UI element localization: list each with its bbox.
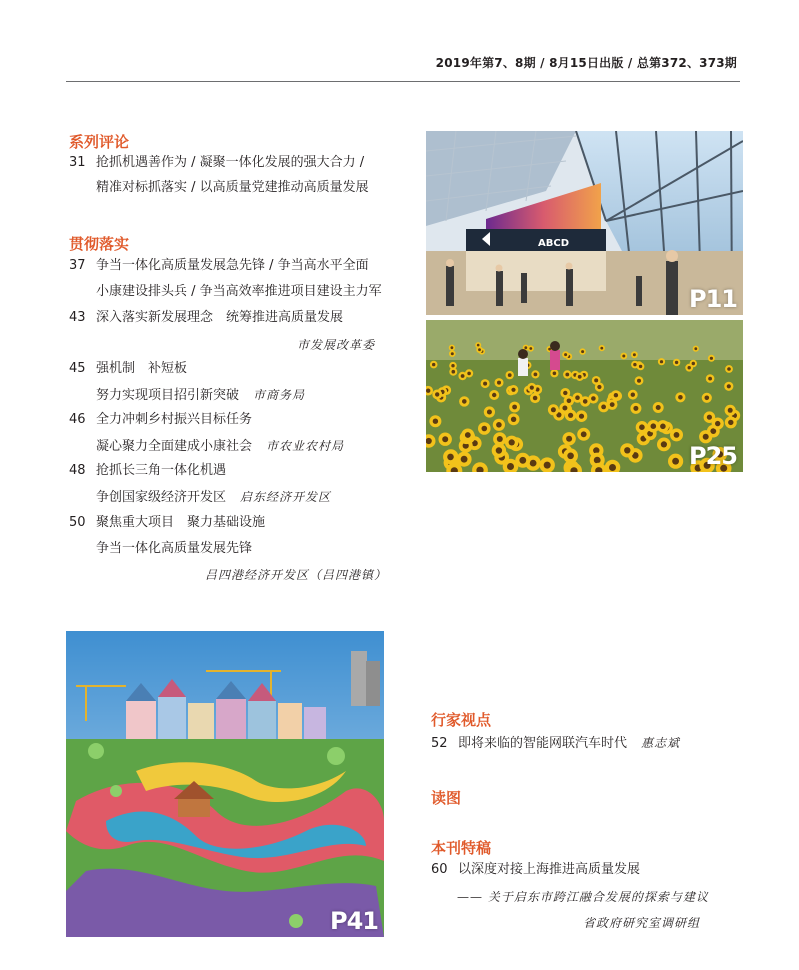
entry-title: 深入落实新发展理念 统筹推进高质量发展 — [96, 310, 344, 325]
sunflower-center — [656, 405, 661, 410]
page-number: 48 — [69, 463, 86, 478]
sunflower-center — [451, 346, 454, 349]
entry-author: 市发展改革委 — [297, 338, 376, 352]
sunflower-center — [600, 347, 603, 350]
sunflower-center — [707, 415, 712, 420]
park-photo[interactable] — [66, 631, 384, 937]
sunflower-center — [508, 373, 512, 377]
section-title-implement: 贯彻落实 — [69, 235, 130, 253]
sunflower-center — [465, 432, 471, 438]
sunflower-center — [496, 422, 502, 428]
sunflower-center — [581, 350, 584, 353]
toc-entry-48-line2 — [96, 489, 331, 506]
sunflower-center — [660, 424, 666, 430]
entry-title: 即将来临的智能网联汽车时代 — [458, 736, 628, 751]
sunflower-center — [633, 353, 636, 356]
sunflower-center — [534, 373, 538, 377]
sunflower-center — [482, 426, 488, 432]
section-title-expert: 行家视点 — [431, 711, 492, 729]
entry-title: 强机制 补短板 — [96, 361, 188, 376]
sunflower-center — [533, 396, 538, 401]
sunflower-photo[interactable] — [426, 320, 743, 472]
sunflower-center — [509, 439, 515, 445]
toc-entry-37[interactable] — [69, 258, 369, 274]
sunflower-center — [507, 463, 514, 470]
sunflower-center — [631, 393, 635, 397]
sunflower-center — [553, 372, 557, 376]
entry-author: 市农业农村局 — [266, 439, 345, 453]
sunflower-center — [564, 353, 567, 356]
entry-title: 以深度对接上海推进高质量发展 — [458, 862, 641, 877]
sunflower-center — [672, 458, 679, 465]
sunflower-center — [661, 441, 667, 447]
toc-entry-50-line2: 争当一体化高质量发展先锋 — [96, 541, 253, 556]
sunflower-center — [442, 436, 448, 442]
sunflower-center — [551, 407, 556, 412]
entry-title: 凝心聚力全面建成小康社会 — [96, 439, 253, 454]
sunflower-center — [562, 406, 567, 411]
sunflower-center — [512, 405, 517, 410]
sunflower-center — [461, 374, 465, 378]
entry-title: 全力冲刺乡村振兴目标任务 — [96, 412, 253, 427]
page-number: 37 — [69, 258, 86, 273]
entry-title: 争创国家级经济开发区 — [96, 490, 227, 505]
sunflower-center — [727, 367, 731, 371]
sunflower-center — [451, 352, 454, 355]
sunflower-center — [497, 436, 503, 442]
station-photo[interactable] — [426, 131, 743, 315]
photo-page-label: P25 — [689, 442, 737, 470]
park-illustration — [66, 631, 384, 937]
sunflower-center — [432, 363, 435, 366]
sunflower-center — [565, 373, 569, 377]
sunflower-center — [601, 405, 606, 410]
toc-entry-45[interactable] — [69, 361, 187, 377]
sunflower-center — [575, 395, 580, 400]
issue-info: 2019年第7、8期 / 8月15日出版 / 总第372、373期 — [435, 56, 737, 70]
sunflower-center — [567, 453, 574, 460]
sunflower-center — [624, 447, 630, 453]
sunflower-center — [591, 396, 596, 401]
sunflower-center — [674, 432, 680, 438]
page-number: 60 — [431, 862, 448, 877]
sunflower-center — [715, 421, 720, 426]
sunflower-center — [511, 417, 516, 422]
toc-entry-43[interactable] — [69, 310, 343, 326]
toc-entry-46-line2 — [96, 438, 344, 455]
toc-entry-37-line2: 小康建设排头兵 / 争当高效率推进项目建设主力军 — [96, 284, 382, 299]
section-title-series: 系列评论 — [69, 133, 130, 151]
sunflower-center — [597, 385, 601, 389]
sunflower-center — [609, 464, 616, 471]
sunflower-center — [581, 431, 587, 437]
entry-title: 努力实现项目招引新突破 — [96, 388, 240, 403]
sunflower-center — [594, 378, 598, 382]
sunflower-center — [651, 423, 657, 429]
sunflower-center — [639, 365, 642, 368]
sunflower-center — [511, 388, 515, 392]
entry-title: 聚焦重大项目 聚力基础设施 — [96, 515, 266, 530]
sunflower-center — [703, 434, 709, 440]
sunflower-center — [708, 377, 712, 381]
sunflower-center — [688, 366, 691, 369]
page-number: 50 — [69, 515, 86, 530]
sunflower-center — [544, 462, 551, 469]
page-number: 46 — [69, 412, 86, 427]
sunflower-center — [578, 375, 582, 379]
sunflower-center — [433, 419, 438, 424]
sunflower-center — [530, 386, 534, 390]
sunflower-center — [678, 395, 683, 400]
sunflower-center — [622, 355, 625, 358]
section-title-special: 本刊特稿 — [431, 839, 492, 857]
toc-entry-60[interactable] — [431, 862, 640, 878]
entry-author: 市商务局 — [253, 388, 306, 402]
sunflower-center — [496, 447, 502, 453]
sunflower-center — [483, 382, 487, 386]
sunflower-center — [563, 391, 567, 395]
entry-subtitle: —— 关于启东市跨江融合发展的探索与建议 — [457, 890, 709, 904]
sunflower-center — [614, 393, 618, 397]
toc-entry-52[interactable] — [431, 735, 680, 752]
sunflower-center — [567, 399, 572, 404]
toc-entry-50[interactable] — [69, 515, 265, 531]
sunflower-center — [451, 364, 454, 367]
photo-page-label: P11 — [689, 285, 737, 313]
toc-entry-31[interactable] — [69, 155, 364, 171]
sunflower-center — [529, 347, 532, 350]
sunflower-center — [492, 393, 496, 397]
sunflower-center — [639, 424, 645, 430]
page-number: 45 — [69, 361, 86, 376]
sunflower-center — [710, 357, 713, 360]
sunflower-center — [497, 381, 501, 385]
entry-author: 启东经济开发区 — [240, 490, 332, 504]
entry-author: 省政府研究室调研组 — [583, 916, 701, 930]
sunflower-center — [519, 457, 526, 464]
entry-author: 惠志斌 — [641, 736, 681, 750]
sunflower-center — [675, 361, 678, 364]
sunflower-center — [462, 399, 467, 404]
sunflower-center — [728, 420, 733, 425]
section-title-reading: 读图 — [431, 789, 462, 807]
station-sign-text: ABCD — [538, 238, 570, 249]
sunflower-center — [610, 402, 615, 407]
sunflower-center — [660, 360, 663, 363]
sunflower-center — [583, 399, 588, 404]
toc-entry-46[interactable] — [69, 412, 252, 428]
sunflower-center — [728, 408, 733, 413]
sunflower-center — [487, 410, 492, 415]
sunflower-center — [692, 362, 695, 365]
entry-author: 吕四港经济开发区（吕四港镇） — [205, 568, 388, 582]
toc-entry-45-line2 — [96, 387, 305, 404]
page-number: 43 — [69, 310, 86, 325]
sunflower-center — [530, 460, 537, 467]
sunflower-center — [637, 379, 641, 383]
toc-entry-48[interactable] — [69, 463, 226, 479]
page-number: 52 — [431, 736, 448, 751]
sunflower-center — [705, 396, 710, 401]
sunflower-center — [633, 406, 638, 411]
sunflower-center — [694, 347, 697, 350]
sunflower-center — [467, 372, 471, 376]
sunflower-center — [594, 457, 601, 464]
entry-title: 抢抓长三角一体化机遇 — [96, 463, 227, 478]
entry-title: 争当一体化高质量发展急先锋 / 争当高水平全面 — [96, 258, 369, 273]
sunflower-center — [478, 348, 481, 351]
sunflower-center — [727, 384, 731, 388]
sunflower-center — [426, 389, 430, 393]
sunflower-center — [477, 344, 480, 347]
sunflower-center — [579, 414, 584, 419]
sunflower-center — [566, 436, 572, 442]
sunflower-center — [435, 392, 439, 396]
sunflower-center — [452, 370, 456, 374]
entry-title: 抢抓机遇善作为 / 凝聚一体化发展的强大合力 / — [96, 155, 365, 170]
photo-page-label: P41 — [330, 907, 378, 935]
sunflower-center — [447, 454, 454, 461]
header-rule — [66, 81, 740, 82]
toc-entry-31-line2: 精准对标抓落实 / 以高质量党建推动高质量发展 — [96, 180, 369, 195]
sunflower-center — [568, 413, 573, 418]
sunflower-center — [524, 346, 527, 349]
sunflower-center — [461, 456, 468, 463]
page-number: 31 — [69, 155, 86, 170]
sunflower-center — [633, 363, 636, 366]
